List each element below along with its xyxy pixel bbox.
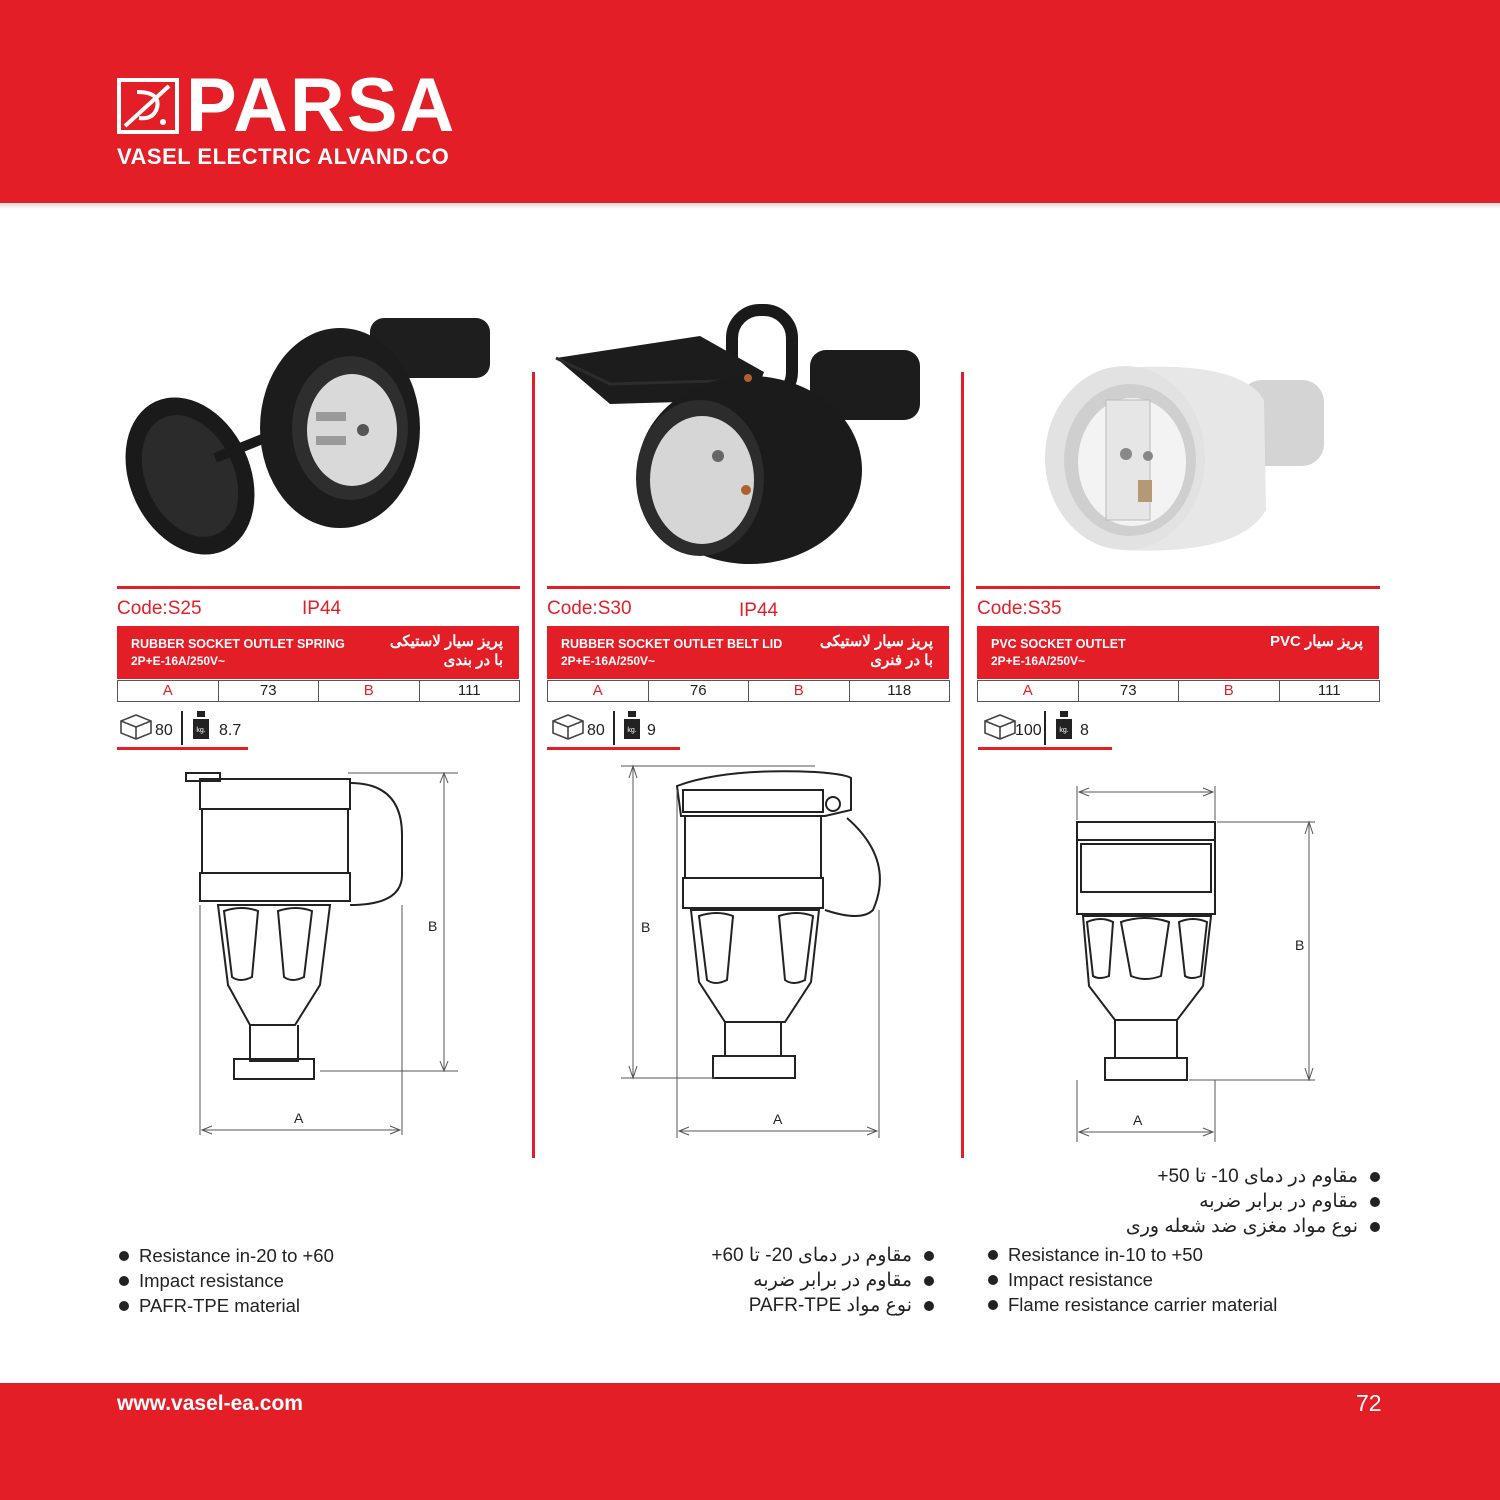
brand-name: PARSA xyxy=(186,63,457,148)
column-divider xyxy=(532,372,535,1158)
weight-kg-icon xyxy=(1054,710,1074,740)
drawing-label-a: A xyxy=(294,1110,304,1126)
product-code: Code:S30 xyxy=(547,598,632,619)
product-photo-s25 xyxy=(120,308,520,568)
separator xyxy=(1044,711,1046,745)
title-en: RUBBER SOCKET OUTLET BELT LID xyxy=(561,637,783,651)
feature-item: مقاوم در دمای 10- تا 50+ xyxy=(1100,1164,1382,1189)
separator xyxy=(613,711,615,745)
dim-b-label: B xyxy=(319,681,420,701)
ip-rating: IP44 xyxy=(739,600,779,621)
pack-quantity: 100 xyxy=(1015,722,1042,739)
features-list-en xyxy=(986,1242,1277,1317)
ip-rating: IP44 xyxy=(302,598,342,619)
drawing-label-a: A xyxy=(1133,1112,1143,1128)
header-divider xyxy=(0,203,1500,209)
section-rule xyxy=(976,586,1380,589)
product-title-bar xyxy=(977,626,1379,679)
title-fa-sub: با در بندی xyxy=(443,652,503,669)
title-fa-sub: با در فنری xyxy=(870,652,933,669)
parsa-logo-icon xyxy=(117,78,179,134)
svg-text:kg.: kg. xyxy=(627,727,637,734)
column-divider xyxy=(961,372,964,1158)
title-rating: 2P+E-16A/250V~ xyxy=(131,654,226,668)
box-icon xyxy=(118,712,154,740)
feature-item: مقاوم در دمای 20- تا 60+ xyxy=(700,1243,936,1268)
title-en: RUBBER SOCKET OUTLET SPRING xyxy=(131,637,345,651)
packaging-info xyxy=(118,708,258,748)
packaging-info xyxy=(550,708,690,748)
product-photo-s30 xyxy=(550,300,930,570)
dim-a-value: 76 xyxy=(649,681,750,701)
feature-item: PAFR-TPE material xyxy=(117,1293,334,1318)
product-photo-s35 xyxy=(1040,360,1330,560)
feature-item: مقاوم در برابر ضربه xyxy=(700,1268,936,1293)
pack-underline xyxy=(547,747,680,750)
brand-subtitle: VASEL ELECTRIC ALVAND.CO xyxy=(117,144,450,169)
drawing-label-a: A xyxy=(773,1111,783,1127)
dimension-table xyxy=(117,680,520,702)
features-list-fa xyxy=(700,1243,936,1318)
dim-a-label: A xyxy=(548,681,649,701)
pack-quantity: 80 xyxy=(587,722,605,739)
weight-value: 9 xyxy=(647,722,656,739)
pack-underline xyxy=(978,747,1112,750)
features-list-fa xyxy=(1100,1164,1382,1239)
pack-underline xyxy=(117,747,248,750)
features-list-en xyxy=(117,1243,334,1318)
title-en: PVC SOCKET OUTLET xyxy=(991,637,1126,651)
dim-b-value: 118 xyxy=(887,682,912,699)
drawing-label-b: B xyxy=(641,919,651,935)
technical-drawing-s35 xyxy=(1065,780,1325,1145)
dim-a-label: A xyxy=(118,681,219,701)
title-fa: پریز سیار لاستیکی xyxy=(819,633,933,650)
dimension-table xyxy=(547,680,950,702)
feature-item: Resistance in-10 to +50 xyxy=(986,1242,1277,1267)
weight-kg-icon xyxy=(622,710,642,740)
title-rating: 2P+E-16A/250V~ xyxy=(561,654,656,668)
dim-b-value: 111 xyxy=(1317,682,1341,699)
technical-drawing-s25 xyxy=(180,765,470,1145)
dim-a-value: 73 xyxy=(1079,681,1180,701)
title-fa: پریز سیار PVC xyxy=(1270,633,1363,650)
feature-item: Impact resistance xyxy=(986,1267,1277,1292)
section-rule xyxy=(547,586,950,589)
packaging-info xyxy=(982,708,1122,748)
weight-value: 8 xyxy=(1080,722,1089,739)
feature-item: Resistance in-20 to +60 xyxy=(117,1243,334,1268)
technical-drawing-s30 xyxy=(615,760,895,1145)
drawing-label-b: B xyxy=(428,918,438,934)
feature-item: مقاوم در برابر ضربه xyxy=(1100,1189,1382,1214)
product-code: Code:S25 xyxy=(117,598,202,619)
website-link[interactable]: www.vasel-ea.com xyxy=(117,1392,303,1415)
feature-item: Flame resistance carrier material xyxy=(986,1292,1277,1317)
box-icon xyxy=(550,712,586,740)
weight-kg-icon xyxy=(191,710,211,740)
product-title-bar xyxy=(547,626,949,679)
product-title-bar xyxy=(117,626,519,679)
box-icon xyxy=(982,712,1018,740)
dim-a-value: 73 xyxy=(219,681,320,701)
title-rating: 2P+E-16A/250V~ xyxy=(991,654,1086,668)
svg-text:kg.: kg. xyxy=(196,727,206,734)
dim-b-label: B xyxy=(749,681,850,701)
dim-b-value: 111 xyxy=(457,682,481,699)
title-fa: پریز سیار لاستیکی xyxy=(389,633,503,650)
separator xyxy=(181,711,183,745)
feature-item: نوع مواد PAFR-TPE xyxy=(700,1293,936,1318)
page-number: 72 xyxy=(1356,1390,1382,1416)
feature-item: Impact resistance xyxy=(117,1268,334,1293)
drawing-label-b: B xyxy=(1295,937,1305,953)
dim-a-label: A xyxy=(978,681,1079,701)
weight-value: 8.7 xyxy=(219,722,242,739)
section-rule xyxy=(117,586,520,589)
pack-quantity: 80 xyxy=(155,722,173,739)
dim-b-label: B xyxy=(1179,681,1280,701)
svg-text:kg.: kg. xyxy=(1059,727,1069,734)
dimension-table xyxy=(977,680,1380,702)
product-code: Code:S35 xyxy=(977,598,1062,619)
feature-item: نوع مواد مغزی ضد شعله وری xyxy=(1100,1214,1382,1239)
